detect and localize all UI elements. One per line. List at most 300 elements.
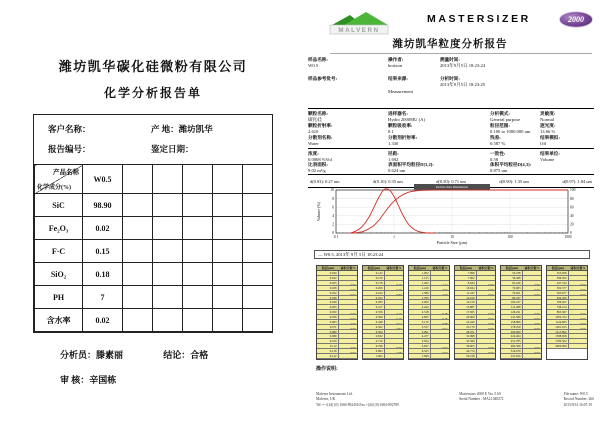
svg-text:Particle Size (µm): Particle Size (µm) xyxy=(436,240,468,245)
empty-cell xyxy=(183,217,213,240)
size-cell: 796.214 xyxy=(547,305,569,310)
size-cell: 282.508 xyxy=(501,344,523,349)
parameter-field xyxy=(440,76,594,107)
parameter-field xyxy=(490,111,540,123)
size-cell: 2.518 xyxy=(409,310,431,315)
size-cell: 7.096 xyxy=(455,271,477,276)
volume-cell: 0.00 xyxy=(431,349,449,354)
parameter-field xyxy=(308,76,388,107)
empty-cell xyxy=(123,309,153,332)
size-cell: 1782.502 xyxy=(547,339,569,344)
size-cell: 0.317 xyxy=(363,305,385,310)
chemical-composition-table xyxy=(34,164,273,332)
volume-cell: 0.00 xyxy=(569,296,587,301)
volume-cell: 0.00 xyxy=(569,334,587,339)
table-corner-cell xyxy=(35,165,83,194)
size-table-header: 粒径(µm) 体积分数% xyxy=(501,266,541,271)
size-cell: 17.825 xyxy=(455,310,477,315)
parameter-value: 0.1 xyxy=(388,129,394,134)
d-value: d(0.97): 1.84 um xyxy=(562,179,592,184)
component-name-cell: F·C xyxy=(35,240,83,263)
parameter-label: 测量时间: xyxy=(440,57,460,62)
size-cell: 1.002 xyxy=(363,354,385,359)
empty-cell xyxy=(183,286,213,309)
volume-cell: 0.51 xyxy=(431,305,449,310)
volume-cell: 0.00 xyxy=(523,286,541,291)
svg-text:20: 20 xyxy=(570,222,574,227)
volume-cell: 0.00 xyxy=(477,339,495,344)
size-distribution-table xyxy=(316,265,588,360)
size-cell: 0.028 xyxy=(317,286,339,291)
empty-cell xyxy=(213,165,243,194)
empty-cell xyxy=(123,263,153,286)
size-cell: 0.399 xyxy=(363,315,385,320)
parameter-value: horizon xyxy=(388,63,403,68)
volume-cell: 0.00 xyxy=(339,339,357,344)
size-cell: 112.468 xyxy=(501,305,523,310)
parameter-value: 9.02 m²/g xyxy=(308,168,326,173)
size-cell: 89.337 xyxy=(501,296,523,301)
volume-cell: 0.00 xyxy=(523,305,541,310)
volume-cell: 0.00 xyxy=(477,344,495,349)
volume-cell: 0.00 xyxy=(523,349,541,354)
size-cell: 0.356 xyxy=(363,310,385,315)
volume-cell: 0.00 xyxy=(339,281,357,286)
size-cell: 224.404 xyxy=(501,334,523,339)
volume-cell: 0.00 xyxy=(523,320,541,325)
size-cell: 0.080 xyxy=(317,330,339,335)
empty-cell xyxy=(123,217,153,240)
parameter-value: 2.610 xyxy=(308,129,319,134)
volume-cell: 0.00 xyxy=(339,325,357,330)
size-cell: 0.710 xyxy=(363,339,385,344)
parameter-label: 表面积平均粒径D[3,2]: xyxy=(388,162,434,167)
volume-cell: 0.00 xyxy=(339,310,357,315)
component-name-cell: Fe₂O₃ xyxy=(35,217,83,240)
parameter-label: 进样器名: xyxy=(388,111,408,116)
size-table-header: 粒径(µm) 体积分数% xyxy=(455,266,495,271)
volume-cell: 0.00 xyxy=(339,296,357,301)
component-value-cell: 0.02 xyxy=(83,217,123,240)
size-cell: 2.000 xyxy=(409,300,431,305)
corner-composition-label: 化学成分(%) xyxy=(37,185,71,191)
parameter-value: 0.100 to 1000.000 um xyxy=(490,129,531,134)
parameter-field xyxy=(388,135,490,147)
size-cell: 563.677 xyxy=(547,291,569,296)
svg-text:4: 4 xyxy=(332,214,334,218)
customer-name-label: 客户名称： xyxy=(48,124,91,134)
size-cell: 14.159 xyxy=(455,300,477,305)
size-table-row xyxy=(455,354,495,359)
empty-cell xyxy=(153,286,183,309)
size-cell: 79.621 xyxy=(501,291,523,296)
size-table-row xyxy=(409,354,449,359)
size-cell: 0.032 xyxy=(317,291,339,296)
parameter-label: 结果单位: xyxy=(540,151,560,156)
size-cell: 22.440 xyxy=(455,320,477,325)
volume-cell: 0.87 xyxy=(385,291,403,296)
volume-cell xyxy=(569,344,587,349)
mastersizer-wordmark: MASTERSIZER xyxy=(427,13,531,25)
report-header xyxy=(300,0,600,52)
parameter-value: Normal xyxy=(540,117,555,122)
empty-cell xyxy=(123,286,153,309)
empty-cell xyxy=(243,263,273,286)
size-cell: 0.283 xyxy=(363,300,385,305)
svg-text:40: 40 xyxy=(570,214,574,218)
volume-cell: 0.00 xyxy=(569,339,587,344)
size-cell: 200.000 xyxy=(501,330,523,335)
d-value: d(0.03): 0.27 um xyxy=(310,179,340,184)
measurement-parameters xyxy=(308,57,594,193)
size-cell: 5.024 xyxy=(409,339,431,344)
footer-center-block: Mastersizer 2000 E Ver. 5.60 Serial Number : MAL1048272 xyxy=(459,392,504,402)
volume-cell: 0.49 xyxy=(385,286,403,291)
volume-cell: 0.00 xyxy=(569,320,587,325)
empty-cell xyxy=(153,263,183,286)
table-row xyxy=(35,309,273,332)
size-cell: 1.783 xyxy=(409,296,431,301)
volume-cell: 0.00 xyxy=(339,291,357,296)
volume-cell: 0.00 xyxy=(477,315,495,320)
volume-cell: 0.00 xyxy=(569,330,587,335)
parameter-label: 结果来源: xyxy=(388,76,408,81)
volume-cell: 0.00 xyxy=(477,271,495,276)
component-value-cell: 98.90 xyxy=(83,194,123,217)
svg-text:80: 80 xyxy=(570,196,574,201)
parameter-value: Measurement xyxy=(388,89,414,94)
volume-cell: 0.00 xyxy=(523,339,541,344)
volume-cell: 0.00 xyxy=(569,281,587,286)
mastersizer-report xyxy=(300,0,600,424)
empty-cell xyxy=(183,165,213,194)
parameter-field xyxy=(308,111,388,123)
volume-cell: 0.08 xyxy=(431,320,449,325)
volume-cell: 0.00 xyxy=(339,349,357,354)
parameter-value: 0.624 um xyxy=(388,168,406,173)
volume-cell: 8.52 xyxy=(385,330,403,335)
size-table-column xyxy=(454,265,496,360)
volume-cell: 0.00 xyxy=(569,276,587,281)
size-cell: 1124.683 xyxy=(547,320,569,325)
volume-cell: 0.00 xyxy=(523,325,541,330)
size-cell: 141.589 xyxy=(501,315,523,320)
parameter-field xyxy=(540,123,594,135)
parameter-label: 一致性: xyxy=(490,151,506,156)
empty-cell xyxy=(123,165,153,194)
parameter-value: General purpose xyxy=(490,117,521,122)
table-row xyxy=(35,194,273,217)
empty-cell xyxy=(123,194,153,217)
particle-size-distribution-chart xyxy=(314,183,590,248)
table-row xyxy=(35,240,273,263)
volume-cell: 0.04 xyxy=(431,325,449,330)
size-cell: 1.416 xyxy=(409,286,431,291)
parameter-label: 分析模式: xyxy=(490,111,510,116)
parameter-field xyxy=(388,162,490,173)
size-table-column xyxy=(408,265,450,360)
size-cell: 0.112 xyxy=(317,344,339,349)
parameter-label: 颗粒名称: xyxy=(308,111,328,116)
size-cell: 0.200 xyxy=(363,286,385,291)
parameter-value: 0.875 um xyxy=(490,168,508,173)
volume-cell: 0.02 xyxy=(431,330,449,335)
svg-text:6: 6 xyxy=(332,205,334,210)
volume-cell: 0.00 xyxy=(431,339,449,344)
volume-cell: 0.00 xyxy=(339,315,357,320)
empty-cell xyxy=(153,165,183,194)
parameter-label: 颗粒吸收率: xyxy=(388,123,413,128)
size-cell: 0.100 xyxy=(317,339,339,344)
empty-cell xyxy=(213,217,243,240)
empty-cell xyxy=(153,217,183,240)
volume-cell: 0.00 xyxy=(477,276,495,281)
size-cell: 50.238 xyxy=(501,271,523,276)
parameter-value: 0.58 xyxy=(490,157,499,162)
size-table-row xyxy=(317,354,357,359)
parameter-value: 0.587 % xyxy=(490,141,506,146)
parameter-field xyxy=(308,151,388,162)
size-cell: 0.056 xyxy=(317,315,339,320)
volume-frequency-curve xyxy=(351,189,435,233)
parameter-value: 1.692 xyxy=(388,157,399,162)
svg-text:100: 100 xyxy=(507,235,513,239)
size-table-column xyxy=(546,265,588,360)
volume-cell: 0.00 xyxy=(477,296,495,301)
component-name-cell: SiC xyxy=(35,194,83,217)
volume-cell: 0.00 xyxy=(477,320,495,325)
volume-cell: 6.67 xyxy=(431,271,449,276)
volume-cell: 0.00 xyxy=(569,325,587,330)
size-cell: 63.246 xyxy=(501,281,523,286)
size-cell: 251.785 xyxy=(501,339,523,344)
size-table-column xyxy=(316,265,358,360)
size-cell: 7.096 xyxy=(409,354,431,359)
volume-cell: 0.00 xyxy=(339,334,357,339)
size-cell: 0.063 xyxy=(317,320,339,325)
volume-cell: 0.00 xyxy=(431,344,449,349)
size-cell: 0.036 xyxy=(317,296,339,301)
volume-cell: 0.00 xyxy=(339,300,357,305)
volume-cell: 0.00 xyxy=(339,271,357,276)
parameter-value: 2013年9月5日 18:23:25 xyxy=(440,82,486,87)
corner-product-label: 产品名称 xyxy=(53,169,79,176)
volume-cell: 1.37 xyxy=(431,296,449,301)
size-cell: 3.991 xyxy=(409,330,431,335)
volume-cell: 0.00 xyxy=(523,281,541,286)
size-cell: 0.050 xyxy=(317,310,339,315)
size-cell: 355.656 xyxy=(501,354,523,359)
size-table-header: 粒径(µm) 体积分数% xyxy=(409,266,449,271)
volume-cell: 0.00 xyxy=(523,315,541,320)
empty-cell xyxy=(153,240,183,263)
size-cell: 3.170 xyxy=(409,320,431,325)
parameter-value: Water xyxy=(308,141,319,146)
conclusion-field: 结论：合格 xyxy=(163,350,209,360)
size-cell: 25.179 xyxy=(455,325,477,330)
parameter-value: Volume xyxy=(540,157,555,162)
component-name-cell: 含水率 xyxy=(35,309,83,332)
volume-cell: 0.00 xyxy=(477,300,495,305)
volume-cell: 5.36 xyxy=(431,276,449,281)
volume-cell: 9.17 xyxy=(385,334,403,339)
component-name-cell: SiO₂ xyxy=(35,263,83,286)
volume-cell: 0.00 xyxy=(339,305,357,310)
parameter-label: 浓度: xyxy=(308,151,319,156)
parameter-value: Off xyxy=(540,141,547,146)
volume-cell: 0.00 xyxy=(569,286,587,291)
empty-cell xyxy=(153,309,183,332)
svg-text:0: 0 xyxy=(332,231,334,236)
volume-cell: 0.00 xyxy=(477,310,495,315)
report-number-label: 报告编号： xyxy=(48,144,91,154)
svg-text:Particle Size Distribution: Particle Size Distribution xyxy=(435,185,469,190)
size-cell: 0.045 xyxy=(317,305,339,310)
size-cell: 0.159 xyxy=(363,276,385,281)
volume-cell: 0.00 xyxy=(477,281,495,286)
component-name-cell: PH xyxy=(35,286,83,309)
size-table-row xyxy=(501,354,541,359)
volume-cell: 0.00 xyxy=(523,344,541,349)
company-name: 潍坊凯华碳化硅微粉有限公司 xyxy=(58,59,248,74)
size-cell: 0.632 xyxy=(363,334,385,339)
size-cell: 1.589 xyxy=(409,291,431,296)
empty-cell xyxy=(213,263,243,286)
volume-cell: 0.00 xyxy=(523,300,541,305)
chemical-report-title: 化学分析报告单 xyxy=(103,86,202,100)
volume-cell: 0.00 xyxy=(339,330,357,335)
size-cell: 39.905 xyxy=(455,344,477,349)
size-cell: 2.244 xyxy=(409,305,431,310)
parameter-field xyxy=(490,151,540,162)
volume-cell: 0.28 xyxy=(431,310,449,315)
parameter-value: 0.0008 %Vol xyxy=(308,157,332,162)
volume-cell: 4.14 xyxy=(431,281,449,286)
volume-cell: 0.00 xyxy=(569,300,587,305)
size-cell: 632.456 xyxy=(547,296,569,301)
volume-cell: 0.00 xyxy=(339,344,357,349)
size-cell: 0.796 xyxy=(363,344,385,349)
volume-cell: 0.00 xyxy=(477,291,495,296)
size-cell: 7.962 xyxy=(455,276,477,281)
parameter-field xyxy=(388,57,440,76)
empty-cell xyxy=(153,194,183,217)
empty-cell xyxy=(183,309,213,332)
parameter-field xyxy=(490,135,540,147)
size-cell: 0.020 xyxy=(317,271,339,276)
size-cell: 56.368 xyxy=(501,276,523,281)
parameter-field xyxy=(440,57,594,76)
parameter-label: 操作者: xyxy=(388,57,404,62)
volume-cell: 0.00 xyxy=(477,305,495,310)
parameter-label: 残差: xyxy=(490,135,501,140)
report-footer xyxy=(316,392,594,408)
size-cell: 893.367 xyxy=(547,310,569,315)
volume-cell: 6.54 xyxy=(385,320,403,325)
report-table-box xyxy=(33,114,273,333)
empty-cell xyxy=(183,194,213,217)
empty-cell xyxy=(243,194,273,217)
size-cell: 355.656 xyxy=(547,271,569,276)
volume-cell: 0.00 xyxy=(477,330,495,335)
table-row xyxy=(35,217,273,240)
size-cell: 1588.656 xyxy=(547,334,569,339)
size-cell: 70.963 xyxy=(501,286,523,291)
size-cell: 1261.915 xyxy=(547,325,569,330)
parameter-field xyxy=(388,151,490,162)
size-cell: 0.126 xyxy=(317,349,339,354)
svg-text:10: 10 xyxy=(330,188,334,193)
size-cell: 2.825 xyxy=(409,315,431,320)
volume-cell xyxy=(339,354,357,359)
parameter-field xyxy=(308,57,388,76)
title-divider xyxy=(330,53,592,54)
size-cell: 502.377 xyxy=(547,286,569,291)
volume-cell: 0.00 xyxy=(477,325,495,330)
volume-cell: 0.00 xyxy=(569,315,587,320)
parameter-field xyxy=(388,111,490,123)
parameter-label: 比表面积: xyxy=(308,162,328,167)
size-cell: 1.125 xyxy=(409,276,431,281)
parameter-label: 分析时间: xyxy=(440,76,460,81)
empty-cell xyxy=(213,286,243,309)
size-cell: 11.247 xyxy=(455,291,477,296)
volume-cell: 0.01 xyxy=(431,334,449,339)
volume-cell: 7.84 xyxy=(385,325,403,330)
d-value: d(0.50): 0.71 um xyxy=(436,179,466,184)
svg-text:Volume (%): Volume (%) xyxy=(316,201,321,222)
report-signatures xyxy=(60,348,288,386)
component-value-cell: 0.15 xyxy=(83,240,123,263)
size-cell: 316.979 xyxy=(501,349,523,354)
volume-cell: 0.00 xyxy=(523,291,541,296)
size-cell: 158.866 xyxy=(501,320,523,325)
volume-cell: 0.00 xyxy=(523,276,541,281)
parameter-field xyxy=(308,135,388,147)
parameter-field xyxy=(490,162,594,173)
svg-text:1: 1 xyxy=(393,235,395,239)
volume-cell: 0.00 xyxy=(477,349,495,354)
parameter-label: 分散剂折射率: xyxy=(388,135,418,140)
svg-text:0.1: 0.1 xyxy=(333,235,339,239)
volume-cell: 0.00 xyxy=(523,330,541,335)
size-cell: 0.448 xyxy=(363,320,385,325)
volume-cell: 0.00 xyxy=(339,276,357,281)
size-table-column xyxy=(362,265,404,360)
volume-cell: 0.00 xyxy=(385,271,403,276)
size-cell: 28.251 xyxy=(455,330,477,335)
size-cell: 0.040 xyxy=(317,300,339,305)
size-cell: 1002.374 xyxy=(547,315,569,320)
parameter-field xyxy=(388,123,490,135)
malvern-logo-icon xyxy=(326,11,392,37)
size-cell: 31.698 xyxy=(455,334,477,339)
svg-text:2: 2 xyxy=(332,222,334,227)
svg-text:8: 8 xyxy=(332,196,334,201)
volume-cell: 5.40 xyxy=(385,315,403,320)
volume-cell: 2.09 xyxy=(431,291,449,296)
size-cell: 3.557 xyxy=(409,325,431,330)
parameter-label: 遮光度: xyxy=(540,123,556,128)
parameter-field xyxy=(490,123,540,135)
empty-cell xyxy=(243,165,273,194)
size-cell: 0.893 xyxy=(363,349,385,354)
empty-cell xyxy=(183,240,213,263)
svg-text:0: 0 xyxy=(570,231,572,236)
parameter-field xyxy=(388,76,440,107)
footer-right-block: File name: W0.5 Record Number: 266 2013/9/14 16:07:19 xyxy=(563,392,594,407)
volume-cell: 1.39 xyxy=(385,296,403,301)
